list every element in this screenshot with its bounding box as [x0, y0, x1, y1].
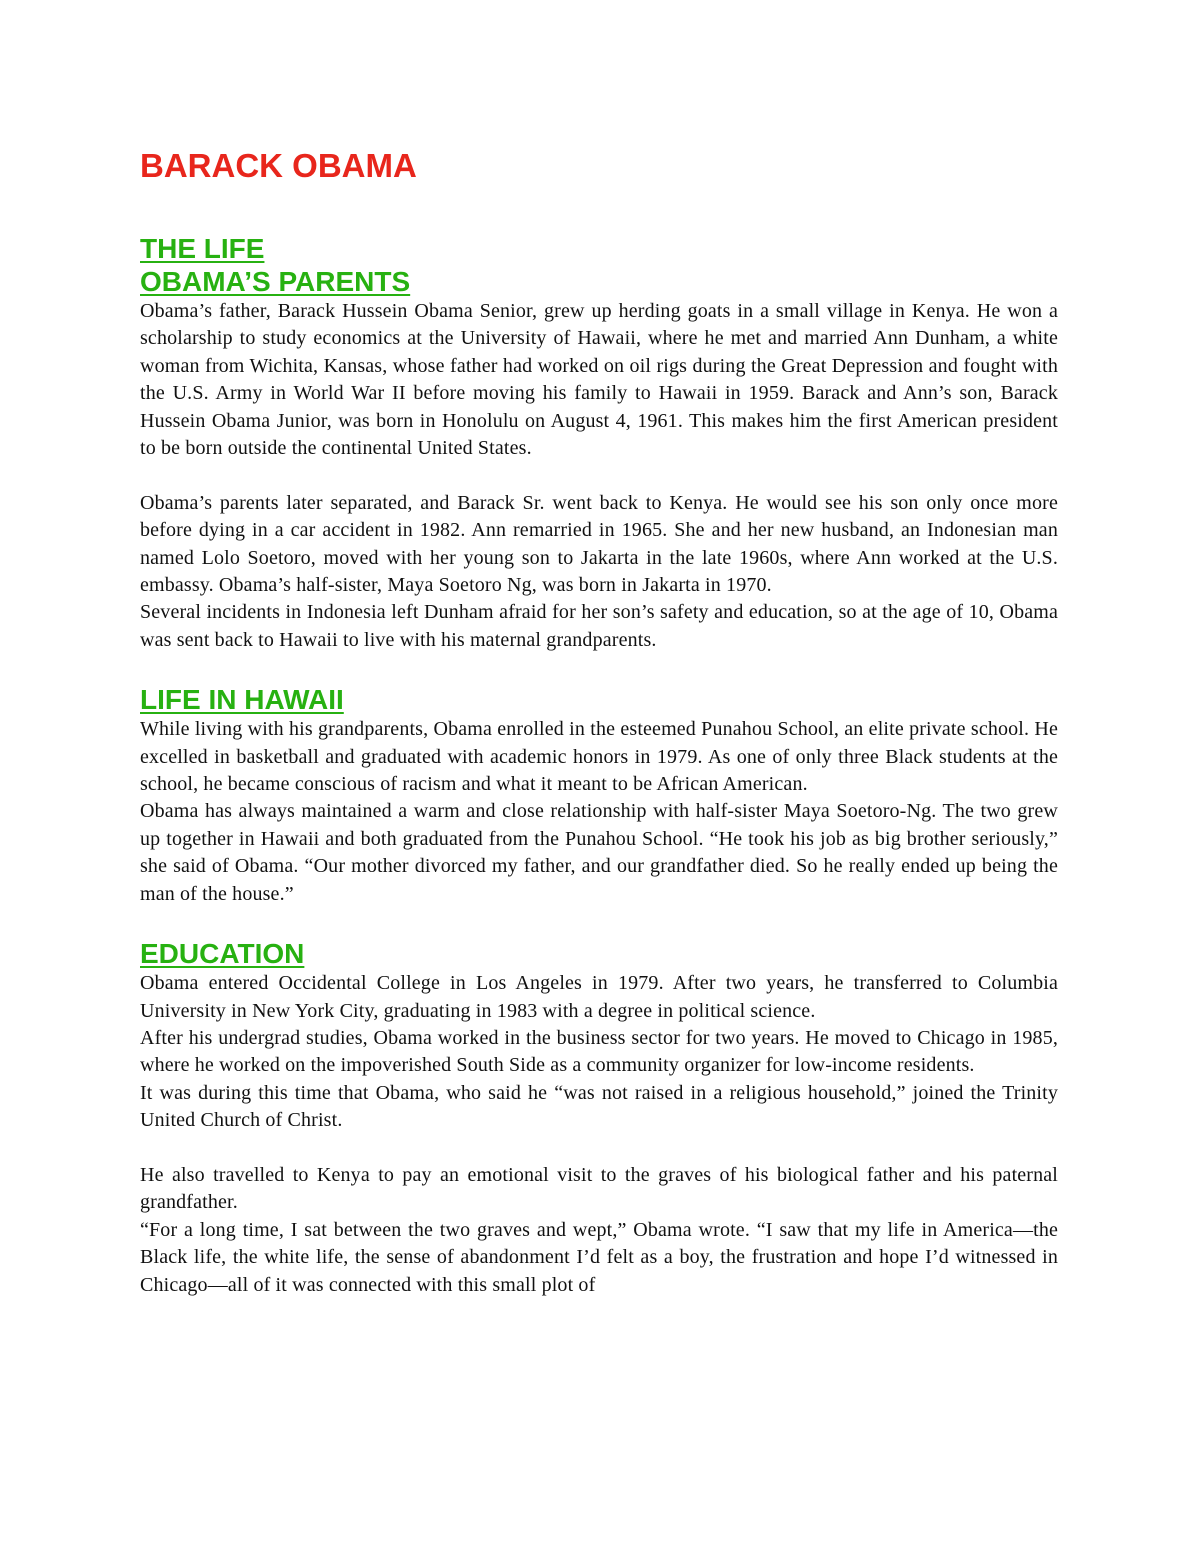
paragraph-hawaii-2: Obama has always maintained a warm and close relationship with half-sister Maya Soetoro-Ng. The two grew up together in Hawaii and both graduated from the Punahou School. “He took his job as big brother seriously,” she said of Obama. “Our mother divorced my father, and our grandfather died. So he really ended up being the man of the house.”	[140, 800, 1058, 905]
document-title: BARACK OBAMA	[140, 147, 417, 184]
section-heading-education: EDUCATION	[140, 938, 305, 970]
paragraph-education-2: After his undergrad studies, Obama worked in the business sector for two years. He moved to Chicago in 1985, where he worked on the impoverished South Side as a community organizer for low-income residents.	[140, 1026, 1058, 1077]
paragraph-parents-1: Obama’s father, Barack Hussein Obama Senior, grew up herding goats in a small village in Kenya. He won a scholarship to study economics at the University of Hawaii, where he met and married Ann Dunham, a white woman from Wichita, Kansas, whose father had worked on oil rigs during the Great Depression and fought with the U.S. Army in World War II before moving his family to Hawaii in 1959. Barack and Ann’s son, Barack Hussein Obama Junior, was born in Honolulu on August 4, 1961. This makes him the first American president to be born outside the continental United States.	[140, 300, 1058, 460]
paragraph-education-4: He also travelled to Kenya to pay an emotional visit to the graves of his biological father and his paternal grandfather.	[140, 1163, 1058, 1214]
paragraph-education-3: It was during this time that Obama, who said he “was not raised in a religious household,” joined the Trinity United Church of Christ.	[140, 1081, 1058, 1132]
paragraph-education-5: “For a long time, I sat between the two graves and wept,” Obama wrote. “I saw that my life in America—the Black life, the white life, the sense of abandonment I’d felt as a boy, the frustration and hope I’d witnessed in Chicago—all of it was connected with this small plot of	[140, 1218, 1058, 1296]
paragraph-education-1: Obama entered Occidental College in Los Angeles in 1979. After two years, he transferred to Columbia University in New York City, graduating in 1983 with a degree in political science.	[140, 972, 1058, 1022]
section-heading-the-life: THE LIFE	[140, 233, 265, 264]
document-page	[140, 144, 1058, 1299]
paragraph-hawaii-1: While living with his grandparents, Obama enrolled in the esteemed Punahou School, an elite private school. He excelled in basketball and graduated with academic honors in 1979. As one of only three Black students at the school, he became conscious of racism and what it meant to be African American.	[140, 718, 1058, 796]
paragraph-parents-3: Several incidents in Indonesia left Dunham afraid for her son’s safety and education, so at the age of 10, Obama was sent back to Hawaii to live with his maternal grandparents.	[140, 601, 1058, 651]
paragraph-parents-2: Obama’s parents later separated, and Barack Sr. went back to Kenya. He would see his son only once more before dying in a car accident in 1982. Ann remarried in 1965. She and her new husband, an Indonesian man named Lolo Soetoro, moved with her young son to Jakarta in the late 1960s, where Ann worked at the U.S. embassy. Obama’s half-sister, Maya Soetoro Ng, was born in Jakarta in 1970.	[140, 491, 1058, 597]
section-heading-life-in-hawaii: LIFE IN HAWAII	[140, 684, 344, 716]
section-heading-obamas-parents: OBAMA’S PARENTS	[140, 266, 411, 297]
